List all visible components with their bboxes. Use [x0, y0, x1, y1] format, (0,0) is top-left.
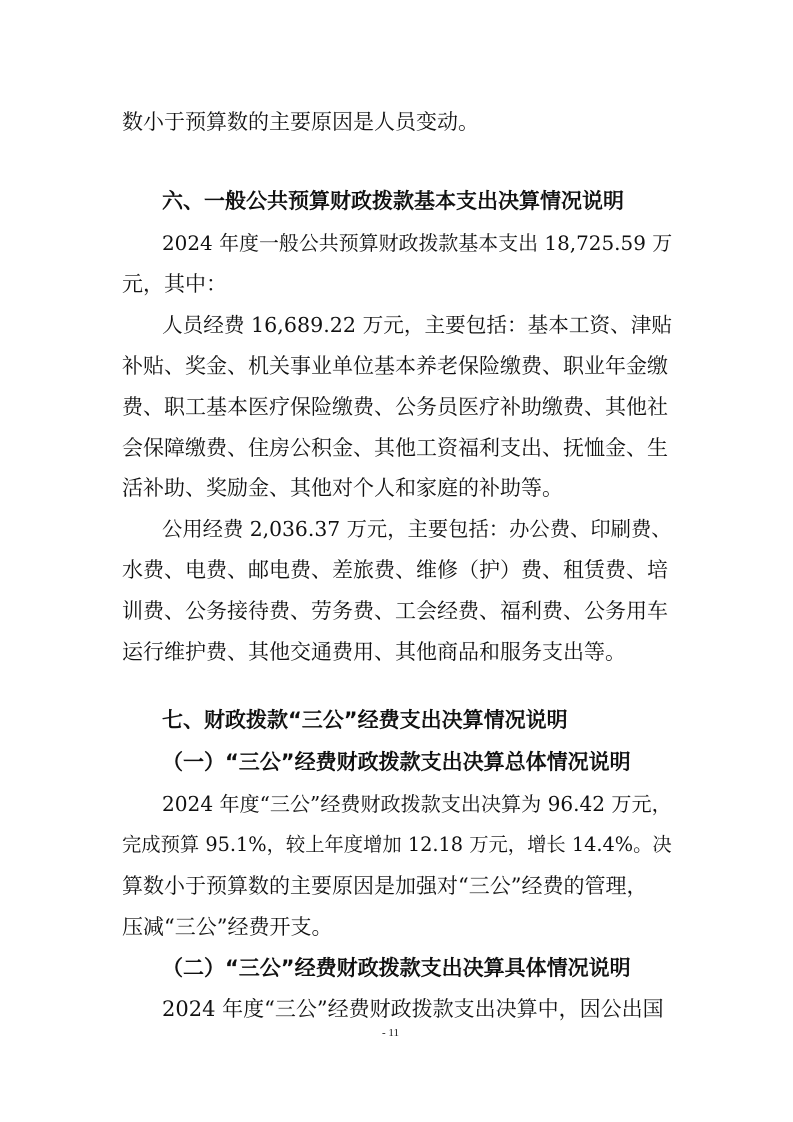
subsection-heading: （二）“三公”经费财政拨款支出决算具体情况说明 [162, 956, 631, 980]
paragraph-line: 算数小于预算数的主要原因是加强对“三公”经费的管理， [122, 874, 648, 898]
paragraph-line: 运行维护费、其他交通费用、其他商品和服务支出等。 [122, 640, 626, 664]
paragraph-line: 元，其中： [122, 272, 227, 296]
paragraph-line: 水费、电费、邮电费、差旅费、维修（护）费、租赁费、培 [122, 558, 668, 582]
page-number: - 11 [382, 1027, 400, 1039]
section-heading: 六、一般公共预算财政拨款基本支出决算情况说明 [162, 189, 624, 213]
subsection-heading: （一）“三公”经费财政拨款支出决算总体情况说明 [162, 750, 631, 774]
paragraph-line: 活补助、奖励金、其他对个人和家庭的补助等。 [122, 476, 563, 500]
paragraph-line: 补贴、奖金、机关事业单位基本养老保险缴费、职业年金缴 [122, 354, 668, 378]
paragraph-line: 2024 年度“三公”经费财政拨款支出决算为 96.42 万元， [162, 792, 672, 816]
paragraph-line: 人员经费 16,689.22 万元，主要包括：基本工资、津贴 [162, 313, 672, 337]
paragraph-line: 压减“三公”经费开支。 [122, 915, 333, 939]
paragraph-line: 公用经费 2,036.37 万元，主要包括：办公费、印刷费、 [162, 517, 672, 541]
paragraph-line: 会保障缴费、住房公积金、其他工资福利支出、抚恤金、生 [122, 436, 668, 460]
paragraph-line: 完成预算 95.1%，较上年度增加 12.18 万元，增长 14.4%。决 [122, 833, 672, 856]
paragraph-line: 费、职工基本医疗保险缴费、公务员医疗补助缴费、其他社 [122, 395, 668, 419]
paragraph-line: 2024 年度一般公共预算财政拨款基本支出 18,725.59 万 [162, 231, 673, 255]
paragraph-line: 2024 年度“三公”经费财政拨款支出决算中，因公出国 [162, 997, 664, 1021]
paragraph-line: 数小于预算数的主要原因是人员变动。 [122, 110, 479, 134]
paragraph-line: 训费、公务接待费、劳务费、工会经费、福利费、公务用车 [122, 599, 668, 623]
section-heading: 七、财政拨款“三公”经费支出决算情况说明 [162, 708, 568, 732]
